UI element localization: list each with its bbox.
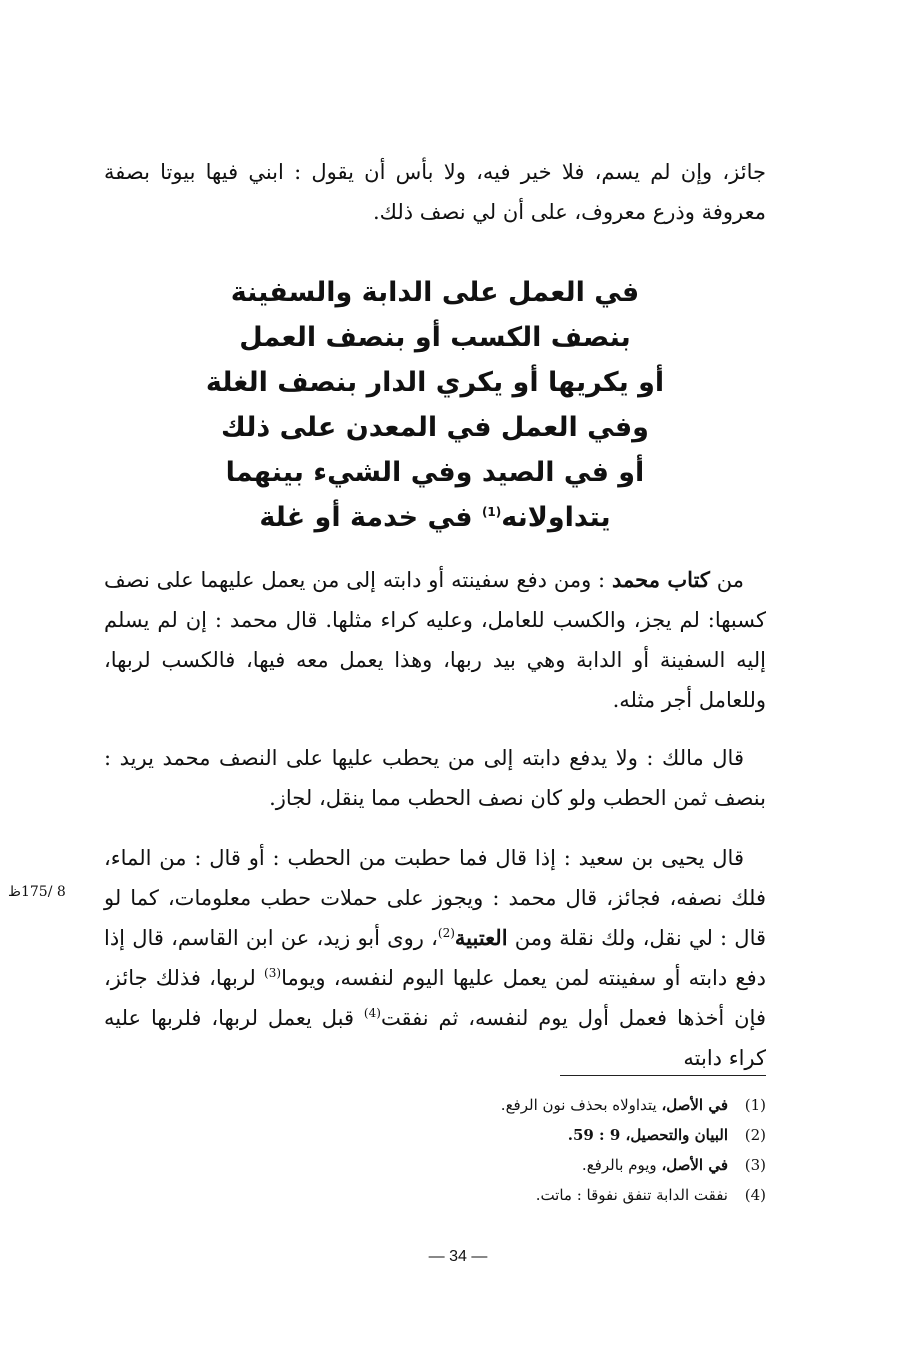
- footnote-3: [330, 1150, 766, 1180]
- intro-line-1: جائز، وإن لم يسم، فلا خير فيه، ولا بأس أن يقول : ابني فيها بيوتا بصفة معروفة: [104, 160, 766, 224]
- para3-part-2: ، روى أبو زيد، عن ابن القاسم، قال إذا دفع دابته أو سفينته لمن يعمل عليها اليوم لنفسه، ويوما: [104, 926, 766, 990]
- footnote-emphasis: البيان والتحصيل، 9 : 59.: [567, 1126, 728, 1144]
- footnote-4: [330, 1180, 766, 1210]
- para1-source: كتاب محمد: [611, 567, 710, 592]
- chapter-title-line-6: [140, 495, 730, 540]
- paragraph-kitab-muhammad: [104, 560, 766, 720]
- chapter-title-line-6-b: في خدمة أو غلة: [259, 502, 482, 533]
- margin-folio-note: 8 /175ظ: [8, 884, 66, 900]
- footnote-text: نفقت الدابة تنفق نفوقا : ماتت.: [535, 1186, 728, 1204]
- footnote-number: (2): [744, 1126, 766, 1144]
- footnote-1: [330, 1090, 766, 1120]
- para3-source-utbiyya: العتبية: [454, 925, 508, 950]
- chapter-title-line-5: أو في الصيد وفي الشيء بينهما: [225, 457, 645, 488]
- para3-part-3: لربها، فذلك جائز، فإن أخذها فعمل أول يوم لنفسه، ثم نفقت: [104, 966, 766, 1030]
- intro-paragraph: [104, 152, 766, 232]
- paragraph-yahya: [104, 838, 766, 1078]
- intro-line-2: وذرع معروف، على أن لي نصف ذلك.: [372, 200, 695, 224]
- chapter-title-line-4: وفي العمل في المعدن على ذلك: [221, 412, 649, 443]
- footnote-ref-3[interactable]: (3): [264, 966, 282, 980]
- footnote-text: يتداولاه بحذف نون الرفع.: [500, 1096, 662, 1114]
- footnotes: [330, 1090, 766, 1210]
- para3-part-4: قبل يعمل لربها، فلربها عليه كراء دابته: [104, 1006, 766, 1070]
- page-number: — 34 —: [428, 1248, 488, 1265]
- para3-part-1: قال يحيى بن سعيد : إذا قال فما حطبت من الحطب : أو قال : من الماء، فلك نصفه، فجائز، قال محمد : ويجوز على حملات حطب معلومات، كما لو قال : لي نقل، ولك نقلة ومن: [104, 846, 767, 950]
- chapter-title-line-1: في العمل على الدابة والسفينة: [230, 277, 640, 308]
- footnote-ref-1[interactable]: (1): [481, 505, 502, 519]
- footnote-ref-2[interactable]: (2): [437, 926, 455, 940]
- footnote-number: (4): [744, 1186, 766, 1204]
- footnote-number: (3): [744, 1156, 766, 1174]
- chapter-title-line-6-a: يتداولانه: [501, 502, 611, 533]
- footnote-number: (1): [744, 1096, 766, 1114]
- para1-body: : ومن دفع سفينته أو دابته إلى من يعمل عليهما على نصف كسبها: لم يجز، والكسب للعامل، وعليه كراء مثلها. قال محمد : إن لم يسلم إليه السفينة أو الدابة وهي بيد ربها، وهذا يعمل معه فيها، فالكسب لربها، وللعامل أجر مثله.: [104, 568, 766, 712]
- para2-body: قال مالك : ولا يدفع دابته إلى من يحطب عليها على النصف محمد يريد : بنصف ثمن الحطب ولو كان نصف الحطب مما ينقل، لجاز.: [104, 746, 766, 810]
- chapter-title-line-3: أو يكريها أو يكري الدار بنصف الغلة: [205, 367, 665, 398]
- paragraph-malik: [104, 738, 766, 818]
- chapter-title: [140, 270, 730, 540]
- footnote-emphasis: في الأصل،: [661, 1156, 728, 1174]
- chapter-title-line-2: بنصف الكسب أو بنصف العمل: [239, 322, 631, 353]
- footnote-ref-4[interactable]: (4): [363, 1006, 381, 1020]
- footnote-2: [330, 1120, 766, 1150]
- footnote-emphasis: في الأصل،: [661, 1096, 728, 1114]
- footnote-text: ويوم بالرفع.: [581, 1156, 662, 1174]
- footnote-divider: [560, 1075, 766, 1076]
- para1-lead: من: [709, 568, 744, 592]
